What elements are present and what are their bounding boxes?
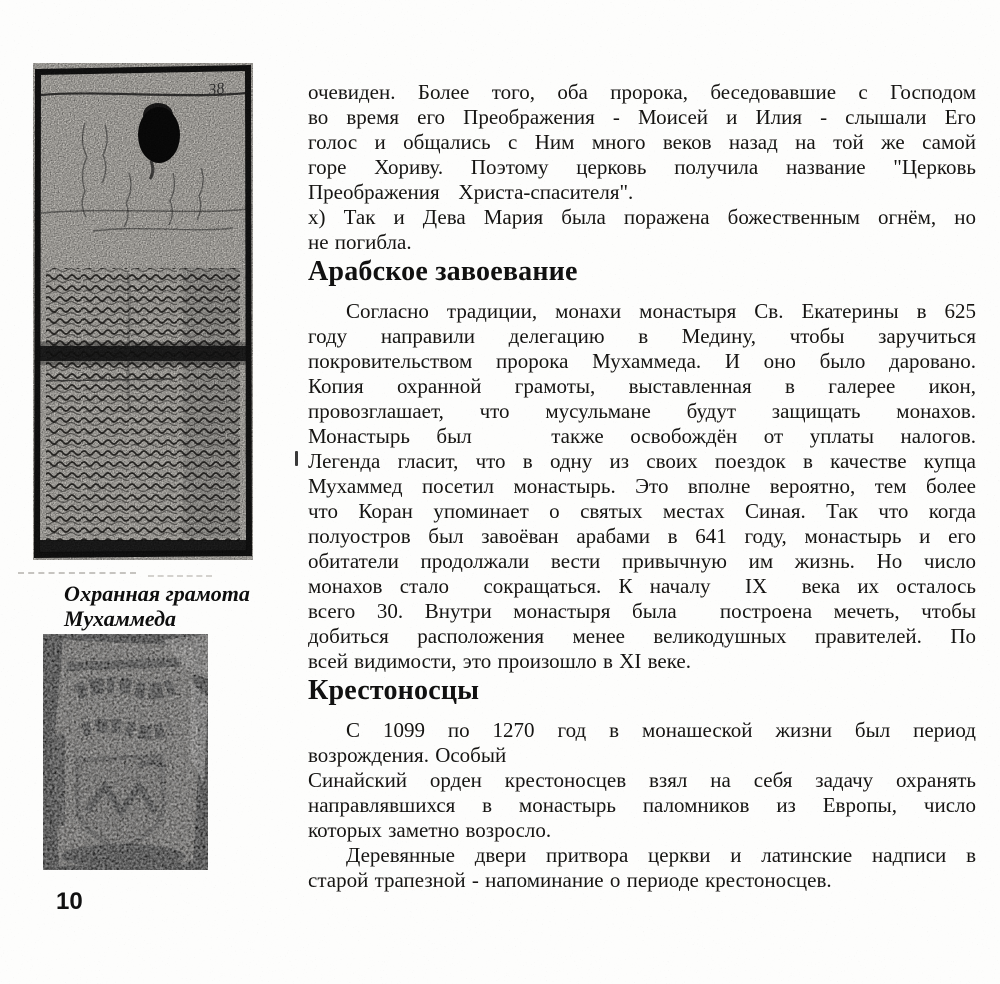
text-line: Синайский орден крестоносцев взял на себя задачу охранять <box>308 768 976 792</box>
text-line: Преображения Христа-спасителя". <box>308 180 634 204</box>
scan-artifact-line <box>18 572 136 574</box>
text-line: Согласно традиции, монахи монастыря Св. Екатерины в 625 <box>346 299 976 323</box>
section-arab-conquest <box>308 255 976 674</box>
text-line: что Коран упоминает о святых местах Синая. Так что когда <box>308 499 976 523</box>
text-line: не погибла. <box>308 230 412 254</box>
photo-caption <box>64 581 264 631</box>
scan-artifact-line <box>148 575 212 577</box>
section-paragraphs <box>308 299 976 674</box>
text-line: Монастырь был также освобождён от уплаты налогов. <box>308 424 976 448</box>
text-line: Мухаммед посетил монастырь. Это вполне вероятно, тем более <box>308 474 976 498</box>
intro-paragraphs <box>308 80 976 255</box>
margin-tick-artifact <box>295 451 298 466</box>
text-line: всего 30. Внутри монастыря была построена мечеть, чтобы <box>308 599 976 623</box>
text-line: во время его Преображения - Моисей и Илия - слышали Его <box>308 105 976 129</box>
text-line: году направили делегацию в Медину, чтобы заручиться <box>308 324 976 348</box>
paragraph <box>308 205 976 255</box>
section-crusaders <box>308 674 976 893</box>
stone-photo <box>43 634 208 870</box>
paragraph <box>308 843 976 893</box>
paragraph <box>308 768 976 843</box>
paragraph <box>308 718 976 768</box>
text-line: добиться расположения менее великодушных правителей. По <box>308 624 976 648</box>
section-heading: Арабское завоевание <box>308 256 578 287</box>
page-number: 10 <box>56 888 83 915</box>
text-line: очевиден. Более того, оба пророка, беседовавшие с Господом <box>308 80 976 104</box>
text-line: провозглашает, что мусульмане будут защищать монахов. <box>308 399 976 423</box>
text-line: направлявшихся в монастырь паломников из Европы, число <box>308 793 976 817</box>
article-text-column <box>308 80 976 893</box>
text-line: возрождения. Особый <box>308 743 507 767</box>
caption-line: Охранная грамота <box>64 581 250 606</box>
text-line: обитатели продолжали вести привычную им жизнь. Но число <box>308 549 976 573</box>
text-line: горе Хориву. Поэтому церковь получила название "Церковь <box>308 155 976 179</box>
text-line: всей видимости, это произошло в XI веке. <box>308 649 691 673</box>
text-line: Копия охранной грамоты, выставленная в галерее икон, <box>308 374 976 398</box>
halftone-grain <box>33 63 253 560</box>
text-line: Легенда гласит, что в одну из своих поездок в качестве купца <box>308 449 976 473</box>
text-line: покровительством пророка Мухаммеда. И оно было даровано. <box>308 349 976 373</box>
handwritten-archive-number: 38 <box>207 80 226 99</box>
text-line: монахов стало сокращаться. К началу IX века их осталось <box>308 574 976 598</box>
text-line: полуостров был завоёван арабами в 641 году, монастырь и его <box>308 524 976 548</box>
text-line: С 1099 по 1270 год в монашеской жизни был период <box>346 718 976 742</box>
text-line: голос и общались с Ним много веков назад на той же самой <box>308 130 976 154</box>
grain-light <box>43 634 208 870</box>
text-line: старой трапезной - напоминание о периоде крестоносцев. <box>308 868 832 892</box>
text-line: х) Так и Дева Мария была поражена божественным огнём, но <box>308 205 976 229</box>
text-line: Деревянные двери притвора церкви и латинские надписи в <box>346 843 976 867</box>
manuscript-photo <box>33 63 253 560</box>
paragraph <box>308 299 976 674</box>
section-paragraphs <box>308 718 976 893</box>
section-heading: Крестоносцы <box>308 675 480 706</box>
paragraph <box>308 80 976 205</box>
text-line: которых заметно возросло. <box>308 818 552 842</box>
caption-line: Мухаммеда <box>64 606 177 631</box>
